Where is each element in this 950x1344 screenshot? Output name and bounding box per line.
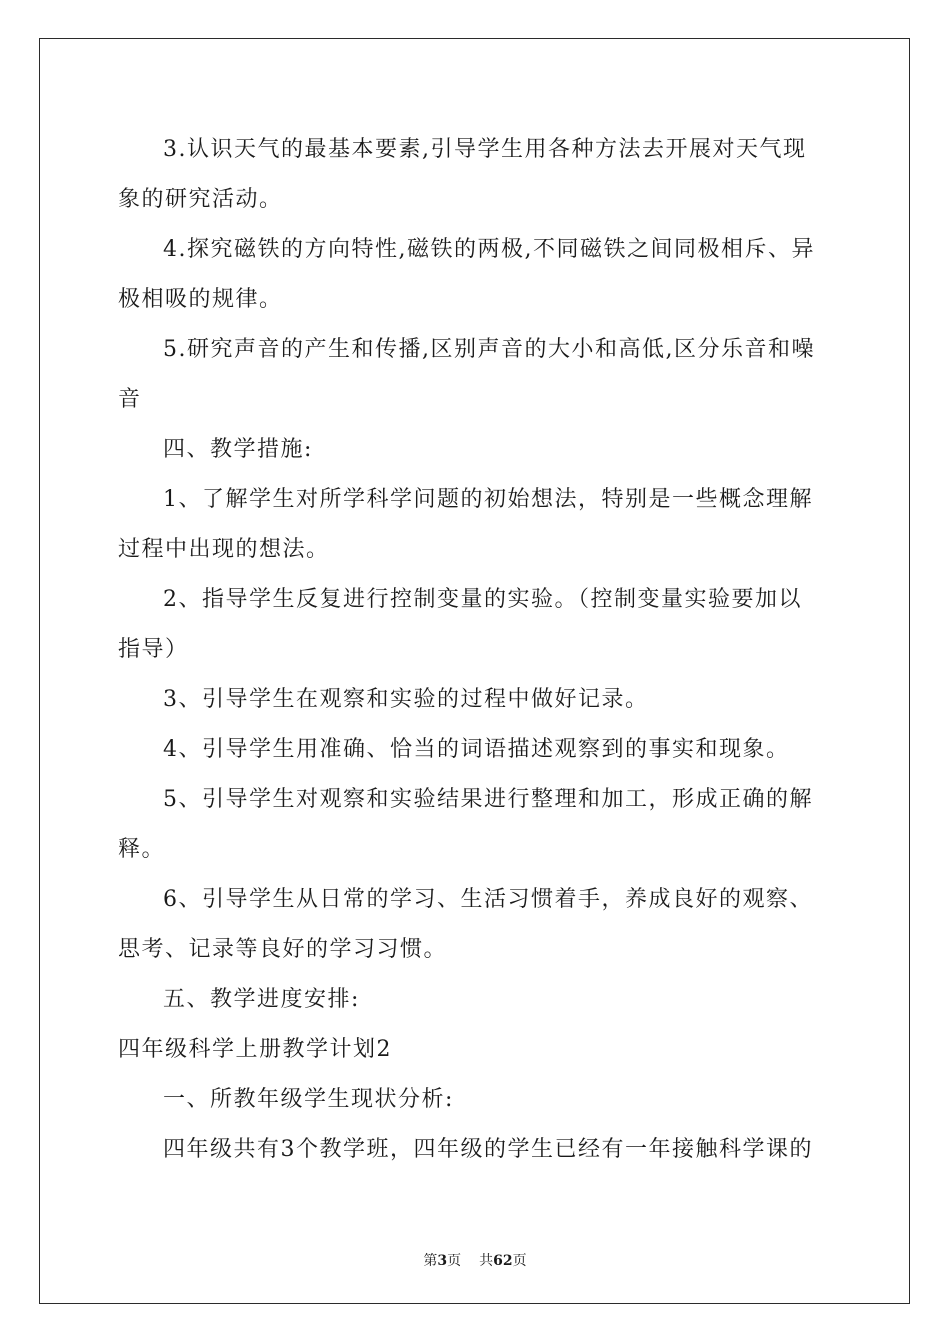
paragraph-line: 6、引导学生从日常的学习、生活习惯着手，养成良好的观察、 [163,887,813,912]
paragraph-line: 指导） [118,637,189,662]
paragraph-line: 3、引导学生在观察和实验的过程中做好记录。 [163,687,649,712]
page-prefix: 第 [423,1253,438,1269]
paragraph-line: 象的研究活动。 [118,187,283,212]
total-prefix: 共 [479,1253,494,1269]
paragraph-line: 5.研究声音的产生和传播,区别声音的大小和高低,区分乐音和噪 [163,337,815,362]
paragraph-line: 4.探究磁铁的方向特性,磁铁的两极,不同磁铁之间同极相斥、异 [163,237,815,262]
total-suffix: 页 [512,1253,527,1269]
paragraph-line: 4、引导学生用准确、恰当的词语描述观察到的事实和现象。 [163,737,790,762]
current-page-number: 3 [437,1253,448,1269]
section-heading: 一、所教年级学生现状分析: [163,1087,454,1112]
total-page-count: 62 [493,1253,513,1269]
paragraph-line: 四年级共有3个教学班，四年级的学生已经有一年接触科学课的 [163,1137,813,1162]
paragraph-line: 3.认识天气的最基本要素,引导学生用各种方法去开展对天气现 [163,137,807,162]
section-heading: 五、教学进度安排: [163,987,360,1012]
page-suffix: 页 [447,1253,462,1269]
document-title: 四年级科学上册教学计划2 [118,1037,392,1062]
paragraph-line: 极相吸的规律。 [118,287,283,312]
paragraph-line: 5、引导学生对观察和实验结果进行整理和加工，形成正确的解 [163,787,813,812]
paragraph-line: 过程中出现的想法。 [118,537,330,562]
paragraph-line: 思考、记录等良好的学习习惯。 [118,937,448,962]
paragraph-line: 2、指导学生反复进行控制变量的实验。（控制变量实验要加以 [163,587,802,612]
section-heading: 四、教学措施: [163,437,313,462]
paragraph-line: 音 [118,387,142,412]
page-border [39,38,910,1304]
paragraph-line: 释。 [118,837,166,862]
page-footer [0,1250,950,1270]
paragraph-line: 1、了解学生对所学科学问题的初始想法，特别是一些概念理解 [163,487,813,512]
